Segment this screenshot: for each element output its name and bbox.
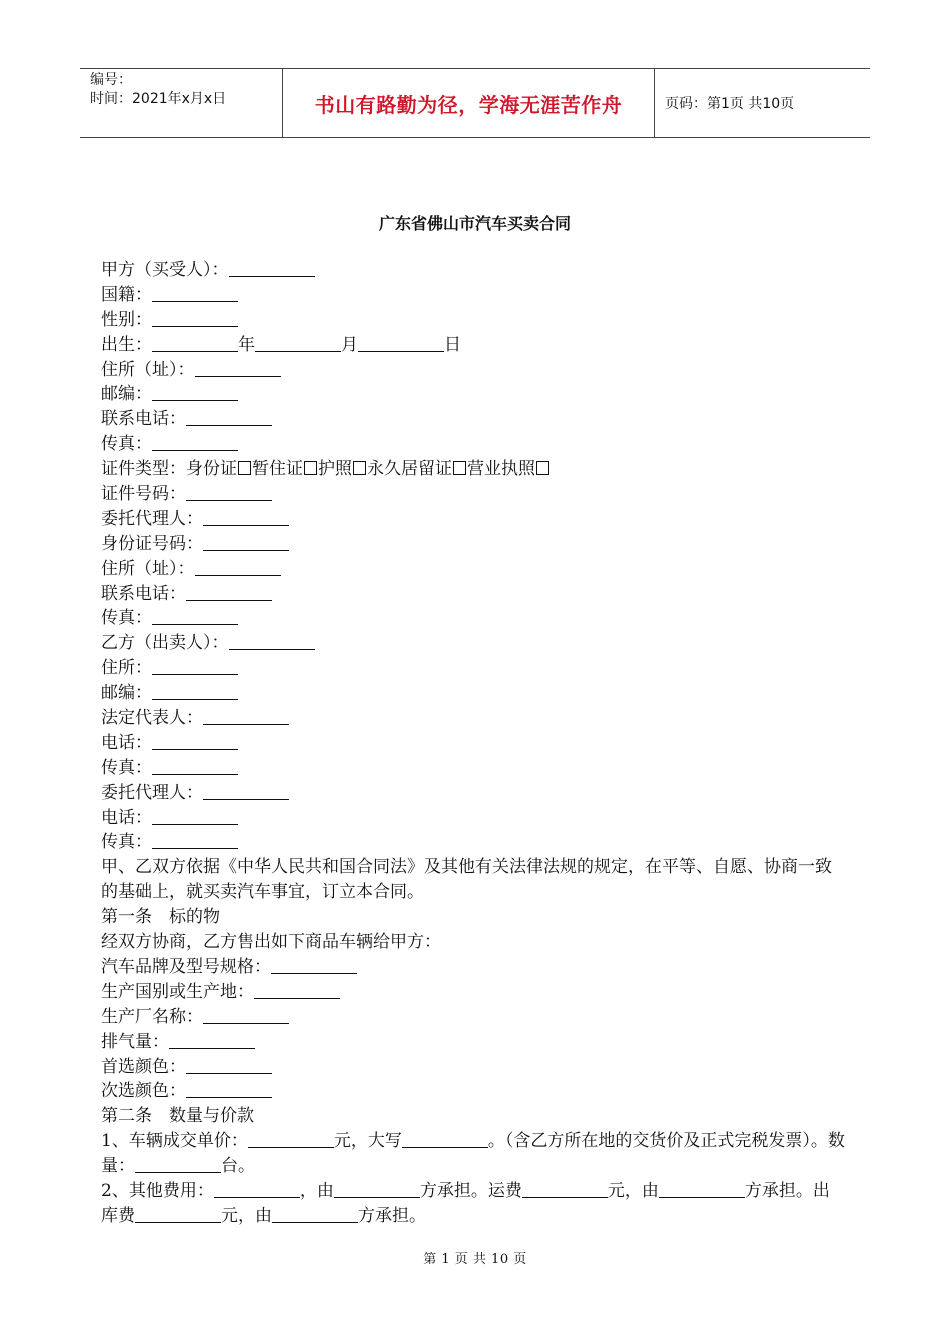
blank-field[interactable] bbox=[214, 1182, 300, 1198]
seller-phone-line bbox=[101, 731, 846, 756]
document-title: 广东省佛山市汽车买卖合同 bbox=[378, 214, 571, 233]
gender-line bbox=[101, 308, 846, 333]
origin-line bbox=[101, 980, 846, 1005]
text-span: 2、其他费用： bbox=[101, 1181, 214, 1202]
field-label: 传真： bbox=[101, 434, 152, 455]
blank-field[interactable] bbox=[152, 435, 238, 451]
text-span: 。（含乙方所在地的交货价及正式完税发票）。数量： bbox=[101, 1131, 845, 1177]
field-label: 联系电话： bbox=[101, 409, 186, 430]
seller-line bbox=[101, 631, 846, 656]
time-label: 时间：2021年x月x日 bbox=[90, 91, 227, 107]
field-label: 次选颜色： bbox=[101, 1081, 186, 1102]
field-label: 生产厂名称： bbox=[101, 1006, 203, 1027]
blank-field[interactable] bbox=[254, 983, 340, 999]
blank-field[interactable] bbox=[203, 709, 289, 725]
blank-field[interactable] bbox=[203, 1008, 289, 1024]
id-type-line bbox=[101, 457, 846, 482]
text-span: ，由 bbox=[299, 1181, 334, 1202]
blank-field[interactable] bbox=[248, 1132, 334, 1148]
blank-field[interactable] bbox=[152, 734, 238, 750]
brand-line bbox=[101, 955, 846, 980]
blank-field[interactable] bbox=[659, 1182, 745, 1198]
page-footer: 第 1 页 共 10 页 bbox=[423, 1252, 527, 1267]
blank-field[interactable] bbox=[152, 809, 238, 825]
seller-fax-line bbox=[101, 756, 846, 781]
option-label: 身份证 bbox=[186, 459, 237, 480]
displacement-line bbox=[101, 1030, 846, 1055]
blank-field[interactable] bbox=[152, 311, 238, 327]
field-label: 性别： bbox=[101, 309, 152, 330]
blank-field[interactable] bbox=[186, 585, 272, 601]
blank-field[interactable] bbox=[152, 759, 238, 775]
blank-field[interactable] bbox=[135, 1157, 221, 1173]
seller-agent-phone-line bbox=[101, 806, 846, 831]
seller-postcode-line bbox=[101, 681, 846, 706]
postcode-line bbox=[101, 382, 846, 407]
field-label: 乙方（出卖人）： bbox=[101, 633, 229, 654]
blank-field[interactable] bbox=[229, 634, 315, 650]
agent-phone-line bbox=[101, 582, 846, 607]
header-table bbox=[80, 68, 870, 138]
color2-line bbox=[101, 1079, 846, 1104]
field-label: 联系电话： bbox=[101, 583, 186, 604]
option-label: 护照 bbox=[318, 459, 352, 480]
blank-field[interactable] bbox=[186, 485, 272, 501]
field-label: 甲方（买受人）： bbox=[101, 260, 229, 280]
text-span: 方承担。 bbox=[358, 1205, 426, 1226]
blank-field[interactable] bbox=[255, 336, 341, 352]
blank-field[interactable] bbox=[203, 510, 289, 526]
field-label: 证件类型： bbox=[101, 459, 186, 480]
blank-field[interactable] bbox=[186, 410, 272, 426]
field-label: 委托代理人： bbox=[101, 508, 203, 529]
checkbox[interactable] bbox=[353, 461, 366, 475]
other-fees-paragraph bbox=[101, 1179, 846, 1229]
legal-rep-line bbox=[101, 706, 846, 731]
field-label: 传真： bbox=[101, 832, 152, 853]
agent-fax-line bbox=[101, 606, 846, 631]
blank-field[interactable] bbox=[152, 385, 238, 401]
blank-field[interactable] bbox=[152, 659, 238, 675]
motto: 书山有路勤为径，学海无涯苦作舟 bbox=[314, 92, 623, 117]
text-span: 元，大写 bbox=[333, 1131, 402, 1152]
text-span: 1、车辆成交单价： bbox=[101, 1131, 248, 1152]
text-span: 方承担。出库费 bbox=[101, 1181, 830, 1226]
header-page-info: 页码：第1页 共10页 bbox=[665, 96, 795, 112]
fax-line bbox=[101, 432, 846, 457]
seller-agent-line bbox=[101, 781, 846, 806]
field-label: 委托代理人： bbox=[101, 782, 203, 803]
agent-line bbox=[101, 507, 846, 532]
month-label: 月 bbox=[341, 334, 358, 355]
field-label: 法定代表人： bbox=[101, 708, 203, 729]
option-label: 营业执照 bbox=[467, 459, 535, 480]
checkbox[interactable] bbox=[453, 461, 466, 475]
blank-field[interactable] bbox=[195, 560, 281, 576]
blank-field[interactable] bbox=[186, 1058, 272, 1074]
blank-field[interactable] bbox=[203, 535, 289, 551]
blank-field[interactable] bbox=[358, 336, 444, 352]
field-label: 国籍： bbox=[101, 284, 152, 305]
birth-line bbox=[101, 333, 846, 358]
seller-address-line bbox=[101, 656, 846, 681]
checkbox[interactable] bbox=[304, 461, 317, 475]
address-line bbox=[101, 358, 846, 383]
blank-field[interactable] bbox=[195, 361, 281, 377]
blank-field[interactable] bbox=[186, 1082, 272, 1098]
price-paragraph bbox=[101, 1129, 846, 1179]
blank-field[interactable] bbox=[152, 833, 238, 849]
checkbox[interactable] bbox=[536, 461, 549, 475]
option-label: 永久居留证 bbox=[367, 459, 452, 480]
checkbox[interactable] bbox=[238, 461, 251, 475]
field-label: 电话： bbox=[101, 807, 152, 828]
blank-field[interactable] bbox=[169, 1033, 255, 1049]
field-label: 电话： bbox=[101, 732, 152, 753]
agent-address-line bbox=[101, 557, 846, 582]
field-label: 邮编： bbox=[101, 683, 152, 704]
nationality-line bbox=[101, 283, 846, 308]
option-label: 暂住证 bbox=[252, 459, 303, 480]
field-label: 身份证号码： bbox=[101, 533, 203, 554]
blank-field[interactable] bbox=[402, 1132, 488, 1148]
text-span: 元，由 bbox=[607, 1181, 659, 1202]
header-motto-cell bbox=[283, 69, 655, 137]
blank-field[interactable] bbox=[229, 261, 315, 277]
field-label: 住所（址）： bbox=[101, 359, 195, 380]
field-label: 邮编： bbox=[101, 384, 152, 405]
field-label: 排气量： bbox=[101, 1031, 169, 1052]
field-label: 生产国别或生产地： bbox=[101, 981, 254, 1002]
field-label: 首选颜色： bbox=[101, 1056, 186, 1077]
blank-field[interactable] bbox=[203, 784, 289, 800]
seller-agent-fax-line bbox=[101, 830, 846, 855]
field-label: 汽车品牌及型号规格： bbox=[101, 956, 271, 977]
manufacturer-line bbox=[101, 1005, 846, 1030]
field-label: 传真： bbox=[101, 608, 152, 629]
blank-field[interactable] bbox=[334, 1182, 420, 1198]
field-label: 住所： bbox=[101, 658, 152, 679]
text-span: 元，由 bbox=[221, 1205, 272, 1226]
intro-paragraph: 甲、乙双方依据《中华人民共和国合同法》及其他有关法律法规的规定，在平等、自愿、协商一致的基础上，就买卖汽车事宜，订立本合同。 bbox=[101, 857, 832, 903]
agent-id-line bbox=[101, 532, 846, 557]
phone-line bbox=[101, 407, 846, 432]
field-label: 证件号码： bbox=[101, 484, 186, 505]
blank-field[interactable] bbox=[152, 609, 238, 625]
field-label: 住所（址）： bbox=[101, 558, 195, 579]
header-meta bbox=[80, 69, 283, 137]
blank-field[interactable] bbox=[135, 1207, 221, 1223]
article-2-heading: 第二条 数量与价款 bbox=[101, 1106, 254, 1127]
field-label: 出生： bbox=[101, 334, 152, 355]
id-number-line bbox=[101, 482, 846, 507]
text-span: 台。 bbox=[221, 1156, 255, 1177]
blank-field[interactable] bbox=[152, 336, 238, 352]
blank-field[interactable] bbox=[152, 684, 238, 700]
day-label: 日 bbox=[444, 334, 461, 355]
color1-line bbox=[101, 1055, 846, 1080]
blank-field[interactable] bbox=[271, 958, 357, 974]
year-label: 年 bbox=[238, 334, 255, 355]
article-1-text: 经双方协商，乙方售出如下商品车辆给甲方： bbox=[101, 932, 441, 953]
blank-field[interactable] bbox=[272, 1207, 358, 1223]
field-label: 传真： bbox=[101, 757, 152, 778]
contract-body bbox=[101, 258, 846, 1229]
number-label: 编号： bbox=[90, 72, 132, 88]
blank-field[interactable] bbox=[152, 286, 238, 302]
article-1-heading: 第一条 标的物 bbox=[101, 907, 220, 928]
buyer-line bbox=[101, 258, 846, 283]
blank-field[interactable] bbox=[522, 1182, 608, 1198]
text-span: 方承担。运费 bbox=[419, 1181, 522, 1202]
